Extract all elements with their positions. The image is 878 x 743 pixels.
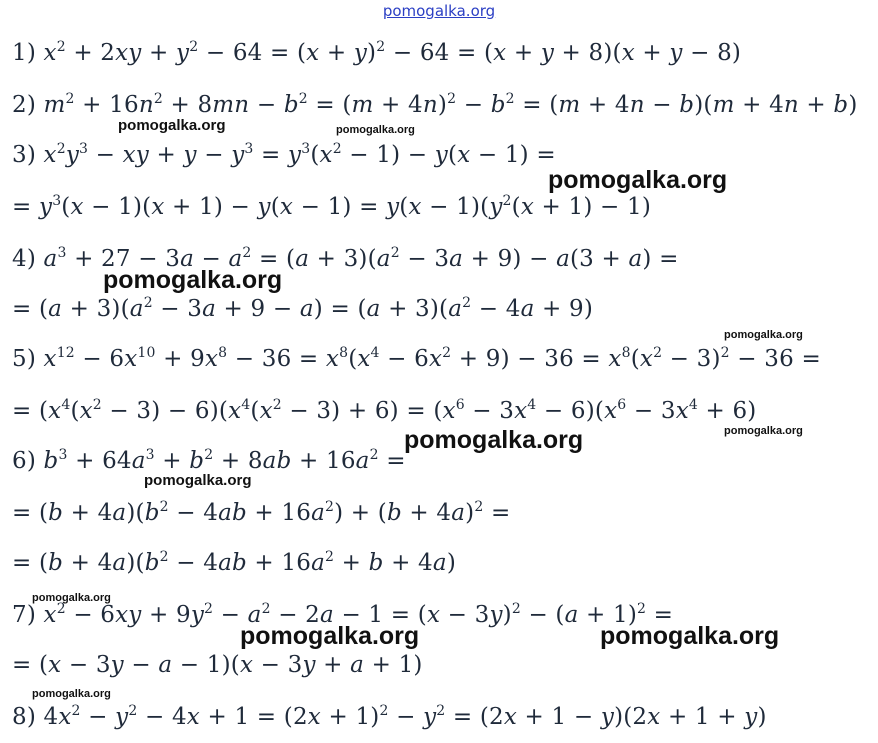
site-link[interactable]: pomogalka.org xyxy=(382,2,496,20)
watermark: pomogalka.org xyxy=(336,124,415,136)
watermark: pomogalka.org xyxy=(32,688,111,700)
problem-2-line-1: 2) $m^2 + 16n^2 + 8mn - b^2 = (m + 4n)^2 - b^2 = (m + 4n - b)(m + 4n + b)$ xyxy=(12,91,858,118)
watermark: pomogalka.org xyxy=(600,622,780,650)
problem-7-line-2: = (x − 3y − a − 1)(x − 3y + a + 1) xyxy=(12,652,423,678)
problem-6-line-2: = $(b + 4a)(b^2 - 4ab + 16a^2) + (b + 4a)^2$ = xyxy=(12,499,511,526)
problem-4-line-2: = $(a + 3)(a^2 - 3a + 9 - a) = (a + 3)(a^2 - 4a + 9)$ xyxy=(12,295,594,322)
problem-4-line-1: 4) $a^3 + 27 - 3a - a^2 = (a + 3)(a^2 - 3a + 9) - a(3 + a)$ = xyxy=(12,245,679,272)
watermark: pomogalka.org xyxy=(404,426,584,454)
problem-3-line-2: = $y^3(x - 1)(x + 1) - y(x - 1) = y(x - 1)(y^2(x + 1) - 1)$ xyxy=(12,193,651,220)
problem-6-line-1: 6) $b^3 + 64a^3 + b^2 + 8ab + 16a^2$ = xyxy=(12,447,406,474)
watermark: pomogalka.org xyxy=(144,472,252,489)
watermark: pomogalka.org xyxy=(32,592,111,604)
watermark: pomogalka.org xyxy=(240,622,420,650)
problem-6-line-3: = $(b + 4a)(b^2 - 4ab + 16a^2 + b + 4a)$ xyxy=(12,549,456,576)
problem-7-line-1: 7) $x^2 - 6xy + 9y^2 - a^2 - 2a - 1 = (x - 3y)^2 - (a + 1)^2$ = xyxy=(12,601,674,628)
watermark: pomogalka.org xyxy=(118,117,226,134)
problem-5-line-2: = $(x^4(x^2 - 3) - 6)(x^4(x^2 - 3) + 6) = (x^6 - 3x^4 - 6)(x^6 - 3x^4 + 6)$ xyxy=(12,397,757,424)
problem-8-line-1: 8) $4x^2 - y^2 - 4x + 1 = (2x + 1)^2 - y^2 = (2x + 1 - y)(2x + 1 + y)$ xyxy=(12,703,767,730)
watermark: pomogalka.org xyxy=(103,266,283,294)
watermark: pomogalka.org xyxy=(548,166,728,194)
watermark: pomogalka.org xyxy=(724,425,803,437)
problem-5-line-1: 5) $x^{12} - 6x^{10} + 9x^8 - 36 = x^8(x^4 - 6x^2 + 9) - 36 = x^8(x^2 - 3)^2 - 36$ = xyxy=(12,345,821,372)
problem-3-line-1: 3) $x^2y^3$ − xy + $y - y^3 = y^3(x^2 - 1) - y(x - 1)$ = xyxy=(12,141,556,168)
problem-1-line-1: 1) $x^2 + 2xy + y^2 - 64 = (x + y)^2 - 64 = (x + y + 8)(x + y - 8)$ xyxy=(12,39,742,66)
watermark: pomogalka.org xyxy=(724,329,803,341)
